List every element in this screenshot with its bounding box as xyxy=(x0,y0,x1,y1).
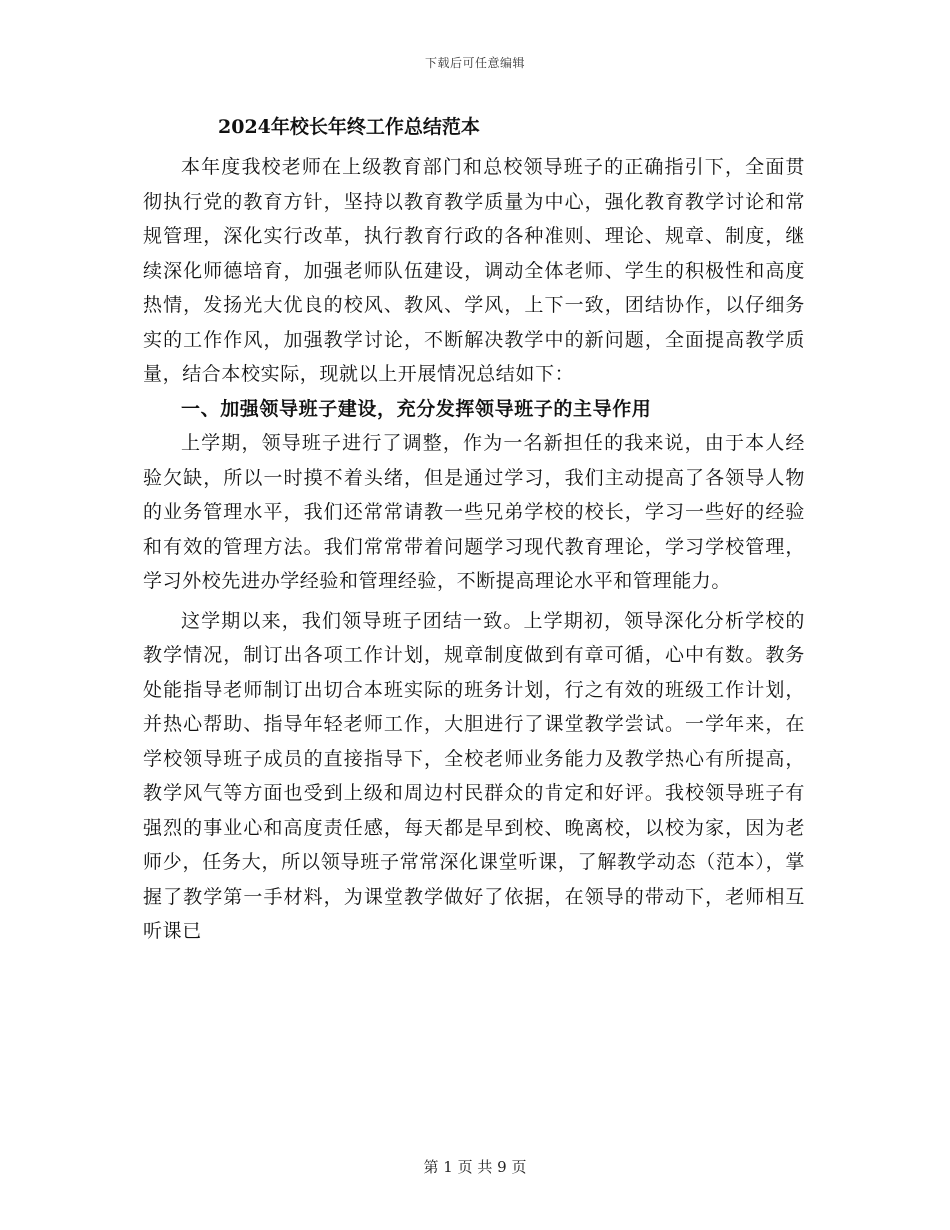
section1-paragraph-1: 上学期，领导班子进行了调整，作为一名新担任的我来说，由于本人经验欠缺，所以一时摸不着头绪，但是通过学习，我们主动提高了各领导人物的业务管理水平，我们还常常请教一些兄弟学校的校长，学习一些好的经验和有效的管理方法。我们常常带着问题学习现代教育理论，学习学校管理，学习外校先进办学经验和管理经验，不断提高理论水平和管理能力。 xyxy=(143,432,805,592)
document-body xyxy=(143,112,805,949)
document-title: 2024年校长年终工作总结范本 xyxy=(218,116,480,138)
section-heading-1: 一、加强领导班子建设，充分发挥领导班子的主导作用 xyxy=(181,397,652,420)
page-number: 第 1 页 共 9 页 xyxy=(423,1158,527,1176)
page-header: 下载后可任意编辑 xyxy=(424,56,525,70)
section1-paragraph-2: 这学期以来，我们领导班子团结一致。上学期初，领导深化分析学校的教学情况，制订出各项工作计划，规章制度做到有章可循，心中有数。教务处能指导老师制订出切合本班实际的班务计划，行之有效的班级工作计划，并热心帮助、指导年轻老师工作，大胆进行了课堂教学尝试。一学年来，在学校领导班子成员的直接指导下，全校老师业务能力及教学热心有所提高，教学风气等方面也受到上级和周边村民群众的肯定和好评。我校领导班子有强烈的事业心和高度责任感，每天都是早到校、晚离校，以校为家，因为老师少，任务大，所以领导班子常常深化课堂听课，了解教学动态（范本），掌握了教学第一手材料，为课堂教学做好了依据，在领导的带动下，老师相互听课已 xyxy=(143,609,805,942)
intro-paragraph: 本年度我校老师在上级教育部门和总校领导班子的正确指引下，全面贯彻执行党的教育方针，坚持以教育教学质量为中心，强化教育教学讨论和常规管理，深化实行改革，执行教育行政的各种准则、理论、规章、制度，继续深化师德培育，加强老师队伍建设，调动全体老师、学生的积极性和高度热情，发扬光大优良的校风、教风、学风，上下一致，团结协作，以仔细务实的工作作风，加强教学讨论，不断解决教学中的新问题，全面提高教学质量，结合本校实际，现就以上开展情况总结如下： xyxy=(143,156,805,385)
